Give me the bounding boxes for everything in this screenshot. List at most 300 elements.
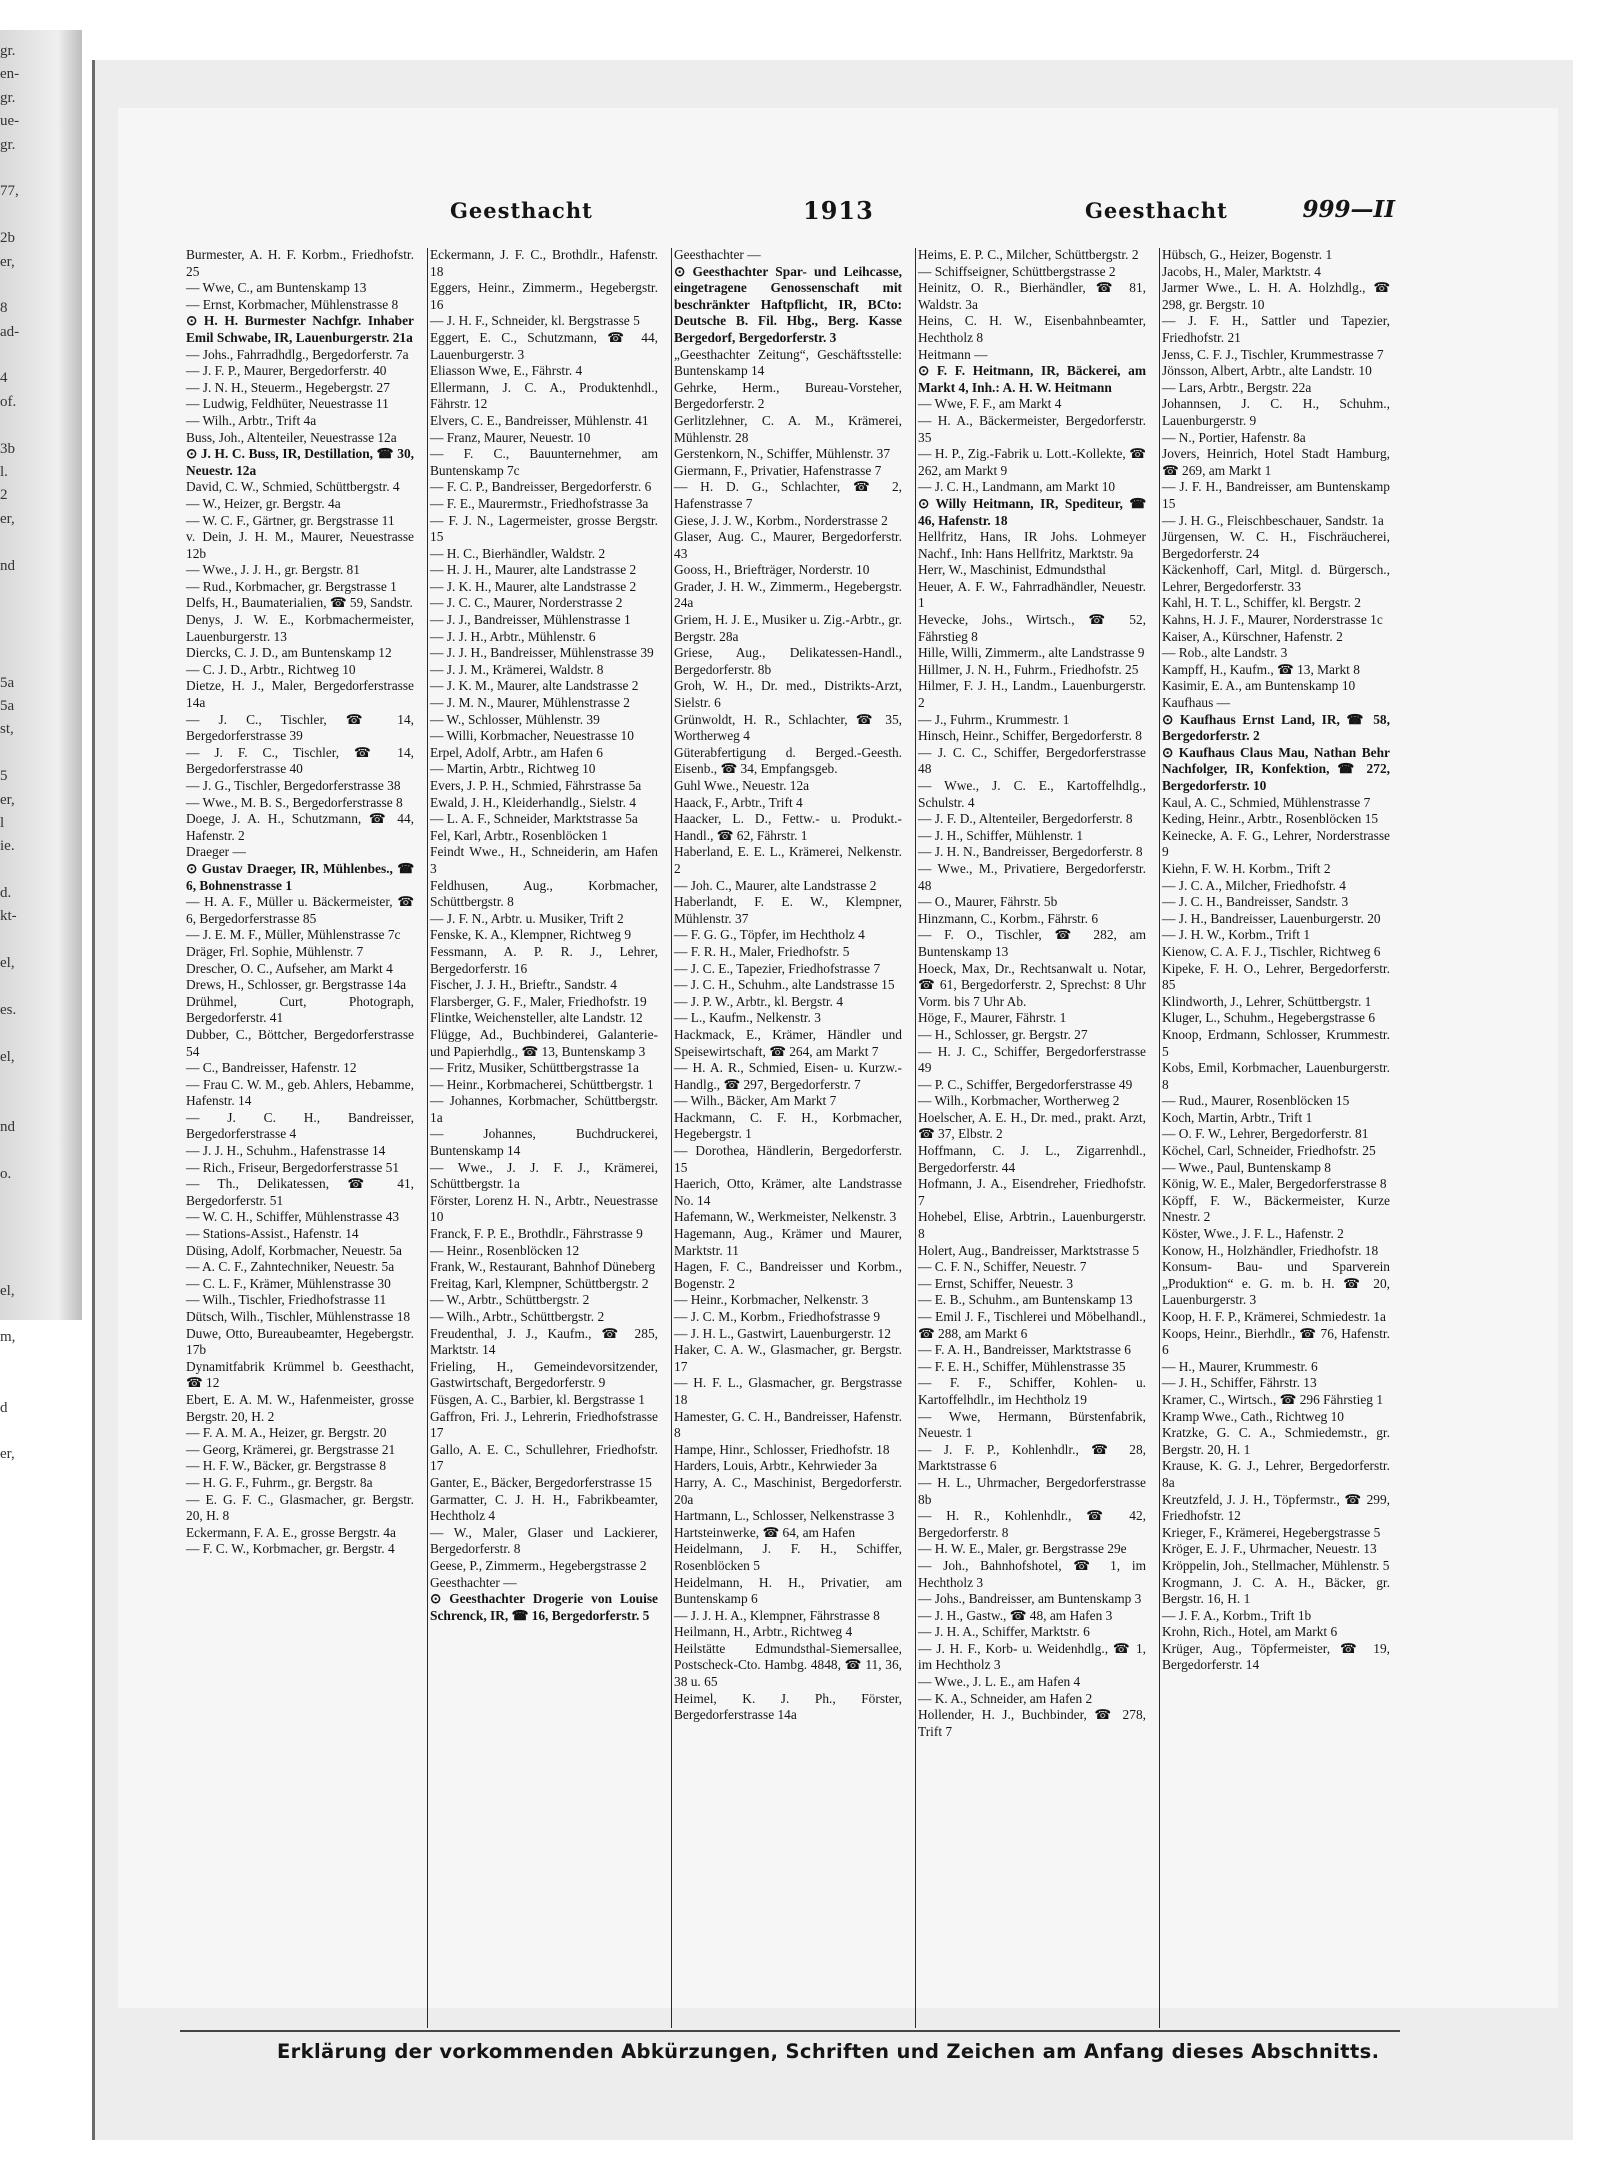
directory-entry: Düsing, Adolf, Korbmacher, Neuestr. 5a <box>186 1242 402 1258</box>
directory-entry: Frank, W., Restaurant, Bahnhof Düneberg <box>430 1259 656 1275</box>
directory-entry: — Wwe, C., am Buntenskamp 13 <box>186 280 367 296</box>
directory-entry: — J. J. H., Bandreisser, Mühlenstrasse 39 <box>430 645 654 661</box>
directory-entry: — Wwe., M., Privatiere, Bergedorferstr. 48 <box>918 860 1146 893</box>
edge-fragment: 2b <box>0 230 15 247</box>
directory-entry: Käckenhoff, Carl, Mitgl. d. Bürgersch., Lehrer, Bergedorferstr. 33 <box>1162 562 1390 594</box>
directory-entry: — J. F. N., Arbtr. u. Musiker, Trift 2 <box>430 910 624 926</box>
directory-entry: Guhl Wwe., Neuestr. 12a <box>674 778 810 793</box>
directory-entry: Duwe, Otto, Bureaubeamter, Hegebergstr. 17b <box>186 1325 414 1358</box>
directory-entry: Kahns, H. J. F., Maurer, Norderstrasse 1c <box>1162 612 1383 628</box>
directory-entry: — O., Maurer, Fährstr. 5b <box>918 894 1058 910</box>
directory-entry: — J. C. A., Milcher, Friedhofstr. 4 <box>1162 877 1346 893</box>
directory-entry: Herr, W., Maschinist, Edmundsthal <box>918 562 1107 578</box>
directory-column-4 <box>918 247 1146 2029</box>
directory-entry: — J. G., Tischler, Bergedorferstrasse 38 <box>186 778 401 793</box>
directory-entry: Burmester, A. H. F. Korbm., Friedhofstr. 25 <box>186 247 414 279</box>
directory-entry: — Joh., Bahnhofshotel, ☎ 1, im Hechtholz 3 <box>918 1557 1146 1590</box>
directory-column-5 <box>1162 247 1390 2029</box>
footer-note: Erklärung der vorkommenden Abkürzungen, Schriften und Zeichen am Anfang dieses Abschnitts. <box>277 2040 1380 2063</box>
directory-entry: — Lars, Arbtr., Bergstr. 22a <box>1162 379 1312 395</box>
directory-entry: — J. H., Schiffer, Fährstr. 13 <box>1162 1375 1317 1391</box>
directory-advertisement: ⊙ Geesthachter Spar- und Leihcasse, eingetragene Genossenschaft mit beschränkter Haftpflicht, IR, BCto: Deutsche B. Fil. Hbg., Berg. Kasse Bergedorf, Bergedorferstr. 3 <box>674 264 902 347</box>
directory-entry: Kröger, E. J. F., Uhrmacher, Neuestr. 13 <box>1162 1541 1377 1557</box>
directory-entry: — P. C., Schiffer, Bergedorferstrasse 49 <box>918 1076 1133 1092</box>
directory-entry: David, C. W., Schmied, Schüttbergstr. 4 <box>186 479 400 495</box>
directory-entry: Ewald, J. H., Kleiderhandlg., Sielstr. 4 <box>430 794 637 810</box>
directory-entry: Frieling, H., Gemeindevorsitzender, Gastwirtschaft, Bergedorferstr. 9 <box>430 1358 658 1391</box>
directory-entry: — H. A. R., Schmied, Eisen- u. Kurzw.-Handlg., ☎ 297, Bergedorferstr. 7 <box>674 1060 902 1092</box>
directory-entry: — Wilh., Bäcker, Am Markt 7 <box>674 1093 837 1109</box>
edge-fragment: kt- <box>0 908 17 925</box>
directory-entry: Grünwoldt, H. R., Schlachter, ☎ 35, Wortherweg 4 <box>674 711 902 744</box>
directory-entry: Jenss, C. F. J., Tischler, Krummestrasse 7 <box>1162 346 1384 362</box>
directory-entry: — N., Portier, Hafenstr. 8a <box>1162 429 1306 445</box>
directory-entry: Jarmer Wwe., L. H. A. Holzhdlg., ☎ 298, gr. Bergstr. 10 <box>1162 280 1390 312</box>
directory-entry: Köchel, Carl, Schneider, Friedhofstr. 25 <box>1162 1143 1376 1159</box>
directory-entry: — J. F. P., Maurer, Bergedorferstr. 40 <box>186 363 387 379</box>
directory-entry: — J. H. N., Bandreisser, Bergedorferstr. 8 <box>918 844 1143 860</box>
edge-fragment: 5 <box>0 768 8 785</box>
directory-entry: — Georg, Krämerei, gr. Bergstrasse 21 <box>186 1441 396 1457</box>
edge-fragment <box>0 1350 26 1373</box>
directory-entry: Gerstenkorn, N., Schiffer, Mühlenstr. 37 <box>674 446 891 462</box>
directory-entry: Geesthachter — <box>430 1574 517 1590</box>
directory-entry: Kaufhaus — <box>1162 695 1231 711</box>
edge-fragment <box>0 1303 26 1326</box>
directory-entry: Grader, J. H. W., Zimmerm., Hegebergstr. 24a <box>674 578 902 611</box>
directory-entry: Flügge, Ad., Buchbinderei, Galanterie- und Papierhdlg., ☎ 13, Buntenskamp 3 <box>430 1026 658 1059</box>
directory-entry: Hagen, F. C., Bandreisser und Korbm., Bogenstr. 2 <box>674 1259 902 1291</box>
edge-fragment <box>0 1069 26 1092</box>
edge-fragment <box>0 976 26 999</box>
edge-fragment: el, <box>0 1048 15 1065</box>
directory-column-2 <box>430 247 658 2029</box>
directory-entry: Kipeke, F. H. O., Lehrer, Bergedorferstr. 85 <box>1162 960 1390 993</box>
edge-fragment: 2 <box>0 487 8 504</box>
directory-entry: Heidelmann, H. H., Privatier, am Buntenskamp 6 <box>674 1574 902 1607</box>
directory-entry: Garmatter, C. J. H. H., Fabrikbeamter, Hechtholz 4 <box>430 1491 658 1524</box>
directory-entry: — J. C., Tischler, ☎ 14, Bergedorferstrasse 39 <box>186 711 414 744</box>
directory-advertisement: ⊙ Kaufhaus Claus Mau, Nathan Behr Nachfolger, IR, Konfektion, ☎ 272, Bergedorferstr. 10 <box>1162 745 1390 795</box>
directory-entry: Giermann, F., Privatier, Hafenstrasse 7 <box>674 462 882 478</box>
directory-entry: Kratzke, G. C. A., Schmiedemstr., gr. Bergstr. 20, H. 1 <box>1162 1425 1390 1457</box>
directory-entry: — Wwe, Hermann, Bürstenfabrik, Neuestr. 1 <box>918 1408 1146 1441</box>
directory-advertisement: ⊙ Gustav Draeger, IR, Mühlenbes., ☎ 6, Bohnenstrasse 1 <box>186 861 414 894</box>
directory-entry: — F. G. G., Töpfer, im Hechtholz 4 <box>674 927 865 943</box>
edge-fragment <box>0 1256 26 1279</box>
directory-entry: — J. J. H., Schuhm., Hafenstrasse 14 <box>186 1143 386 1159</box>
edge-fragment <box>0 1514 26 1537</box>
directory-entry: — J. J. H. A., Klempner, Fährstrasse 8 <box>674 1607 880 1623</box>
directory-entry: Haack, F., Arbtr., Trift 4 <box>674 794 803 810</box>
directory-entry: Geese, P., Zimmerm., Hegebergstrasse 2 <box>430 1557 647 1573</box>
edge-fragment: ue- <box>0 113 20 130</box>
edge-fragment: 5a <box>0 674 15 691</box>
directory-entry: Evers, J. P. H., Schmied, Fährstrasse 5a <box>430 778 642 793</box>
directory-entry: Kiehn, F. W. H. Korbm., Trift 2 <box>1162 860 1331 876</box>
edge-fragment: nd <box>0 557 15 574</box>
directory-advertisement: ⊙ Geesthachter Drogerie von Louise Schrenck, IR, ☎ 16, Bergedorferstr. 5 <box>430 1591 658 1624</box>
directory-entry: Haacker, L. D., Fettw.- u. Produkt.-Handl., ☎ 62, Fährstr. 1 <box>674 811 902 843</box>
directory-entry: Hevecke, Johs., Wirtsch., ☎ 52, Fährstieg 8 <box>918 612 1146 644</box>
directory-entry: Kampff, H., Kaufm., ☎ 13, Markt 8 <box>1162 661 1360 677</box>
directory-entry: — J. C. H., Bandreisser, Bergedorferstrasse 4 <box>186 1109 414 1142</box>
directory-entry: — Schiffseigner, Schüttbergstrasse 2 <box>918 263 1116 279</box>
edge-fragment: gr. <box>0 43 16 59</box>
directory-entry: Drews, H., Schlosser, gr. Bergstrasse 14a <box>186 977 407 993</box>
directory-entry: — F. J. N., Lagermeister, grosse Bergstr. 15 <box>430 512 658 545</box>
directory-entry: — E. B., Schuhm., am Buntenskamp 13 <box>918 1292 1133 1308</box>
directory-entry: — Frau C. W. M., geb. Ahlers, Hebamme, Hafenstr. 14 <box>186 1076 414 1109</box>
directory-entry: — F. A. H., Bandreisser, Marktstrasse 6 <box>918 1342 1131 1358</box>
directory-entry: Konsum- Bau- und Sparverein „Produktion“ e. G. m. b. H. ☎ 20, Lauenburgerstr. 3 <box>1162 1259 1390 1308</box>
edge-fragment: 3b <box>0 440 15 457</box>
directory-entry: Flarsberger, G. F., Maler, Friedhofstr. 19 <box>430 993 647 1009</box>
directory-entry: — J. H. G., Fleischbeschauer, Sandstr. 1a <box>1162 512 1384 528</box>
edge-fragment: er, <box>0 510 15 527</box>
edge-fragment <box>0 414 26 437</box>
directory-entry: — Wilh., Tischler, Friedhofstrasse 11 <box>186 1292 387 1308</box>
directory-entry: Fel, Karl, Arbtr., Rosenblöcken 1 <box>430 827 608 843</box>
directory-entry: — Wwe., J. J. H., gr. Bergstr. 81 <box>186 562 360 578</box>
directory-entry: Gooss, H., Briefträger, Norderstr. 10 <box>674 562 870 578</box>
directory-columns <box>186 247 1398 2029</box>
directory-column-1 <box>186 247 414 2029</box>
edge-fragment: ad- <box>0 323 20 340</box>
directory-entry: Koch, Martin, Arbtr., Trift 1 <box>1162 1109 1313 1125</box>
directory-entry: — J. F. A., Korbm., Trift 1b <box>1162 1607 1312 1623</box>
directory-entry: Kramp Wwe., Cath., Richtweg 10 <box>1162 1408 1344 1424</box>
directory-entry: — J. C. M., Korbm., Friedhofstrasse 9 <box>674 1309 881 1324</box>
directory-entry: Groh, W. H., Dr. med., Distrikts-Arzt, Sielstr. 6 <box>674 678 902 711</box>
directory-entry: Buss, Joh., Altenteiler, Neuestrasse 12a <box>186 429 397 445</box>
directory-entry: — Wilh., Arbtr., Schüttbergstr. 2 <box>430 1309 605 1324</box>
directory-entry: — Johannes, Buchdruckerei, Buntenskamp 14 <box>430 1126 658 1159</box>
directory-entry: — J., Fuhrm., Krummestr. 1 <box>918 711 1070 727</box>
directory-entry: — Rud., Korbmacher, gr. Bergstrasse 1 <box>186 578 397 594</box>
directory-entry: — Franz, Maurer, Neuestr. 10 <box>430 429 591 445</box>
directory-entry: — C. F. N., Schiffer, Neuestr. 7 <box>918 1259 1087 1275</box>
edge-fragment <box>0 1560 26 1583</box>
directory-entry: — Stations-Assist., Hafenstr. 14 <box>186 1226 359 1242</box>
directory-column-3 <box>674 247 902 2029</box>
directory-entry: — H., Schlosser, gr. Bergstr. 27 <box>918 1026 1088 1042</box>
directory-entry: — Johs., Bandreisser, am Buntenskamp 3 <box>918 1591 1142 1607</box>
directory-entry: — Martin, Arbtr., Richtweg 10 <box>430 761 596 777</box>
directory-entry: — J. H. A., Schiffer, Marktstr. 6 <box>918 1624 1090 1640</box>
directory-entry: Gehrke, Herm., Bureau-Vorsteher, Bergedorferstr. 2 <box>674 379 902 412</box>
edge-fragment: el, <box>0 1282 15 1299</box>
directory-entry: — H. F. W., Bäcker, gr. Bergstrasse 8 <box>186 1458 387 1474</box>
directory-entry: Jovers, Heinrich, Hotel Stadt Hamburg, ☎ 269, am Markt 1 <box>1162 446 1390 478</box>
directory-entry: Klindworth, J., Lehrer, Schüttbergstr. 1 <box>1162 993 1372 1009</box>
directory-entry: Giese, J. J. W., Korbm., Norderstrasse 2 <box>674 512 888 528</box>
directory-entry: — H. J. C., Schiffer, Bergedorferstrasse 49 <box>918 1043 1146 1076</box>
directory-entry: Doege, J. A. H., Schutzmann, ☎ 44, Hafenstr. 2 <box>186 811 414 843</box>
directory-entry: Hartsteinwerke, ☎ 64, am Hafen <box>674 1524 856 1540</box>
directory-entry: Hille, Willi, Zimmerm., alte Landstrasse 9 <box>918 645 1145 661</box>
directory-entry: Fischer, J. J. H., Brieftr., Sandstr. 4 <box>430 977 617 993</box>
directory-entry: — Emil J. F., Tischlerei und Möbelhandl., ☎ 288, am Markt 6 <box>918 1309 1146 1341</box>
directory-entry: — H. L., Uhrmacher, Bergedorferstrasse 8b <box>918 1474 1146 1507</box>
directory-entry: — Wwe., M. B. S., Bergedorferstrasse 8 <box>186 794 403 810</box>
directory-entry: Kobs, Emil, Korbmacher, Lauenburgerstr. 8 <box>1162 1060 1390 1092</box>
directory-entry: Eggert, E. C., Schutzmann, ☎ 44, Lauenburgerstr. 3 <box>430 329 658 362</box>
directory-entry: Kasimir, E. A., am Buntenskamp 10 <box>1162 678 1356 694</box>
directory-entry: Denys, J. W. E., Korbmachermeister, Lauenburgerstr. 13 <box>186 612 414 644</box>
directory-entry: — J. F. P., Kohlenhdlr., ☎ 28, Marktstrasse 6 <box>918 1441 1146 1474</box>
directory-entry: — C. L. F., Krämer, Mühlenstrasse 30 <box>186 1275 391 1291</box>
edge-fragment <box>0 1210 26 1233</box>
directory-entry: Fessmann, A. P. R. J., Lehrer, Bergedorferstr. 16 <box>430 943 658 976</box>
directory-entry: Hafemann, W., Werkmeister, Nelkenstr. 3 <box>674 1209 897 1225</box>
directory-entry: Heidelmann, J. F. H., Schiffer, Rosenblöcken 5 <box>674 1541 902 1573</box>
directory-entry: — Ludwig, Feldhüter, Neuestrasse 11 <box>186 396 389 412</box>
directory-entry: — Rich., Friseur, Bergedorferstrasse 51 <box>186 1159 400 1175</box>
directory-entry: Heilstätte Edmundsthal-Siemersallee, Postscheck-Cto. Hambg. 4848, ☎ 11, 36, 38 u. 65 <box>674 1640 902 1690</box>
directory-entry: Ebert, E. A. M. W., Hafenmeister, grosse Bergstr. 20, H. 2 <box>186 1391 414 1424</box>
directory-entry: Hoffmann, C. J. L., Zigarrenhdl., Bergedorferstr. 44 <box>918 1143 1146 1175</box>
directory-entry: — Willi, Korbmacher, Neuestrasse 10 <box>430 728 634 744</box>
directory-entry: Draeger — <box>186 844 246 860</box>
directory-entry: — Fritz, Musiker, Schüttbergstrasse 1a <box>430 1060 639 1076</box>
edge-fragment: er, <box>0 253 15 270</box>
directory-entry: Kienow, C. A. F. J., Tischler, Richtweg 6 <box>1162 943 1381 959</box>
directory-entry: — Wilh., Arbtr., Trift 4a <box>186 412 317 428</box>
edge-fragment <box>0 1373 26 1396</box>
directory-entry: — F. E. H., Schiffer, Mühlenstrasse 35 <box>918 1358 1126 1374</box>
directory-entry: — F. O., Tischler, ☎ 282, am Buntenskamp 13 <box>918 927 1146 959</box>
edge-fragment: d. <box>0 885 12 902</box>
directory-advertisement: ⊙ F. F. Heitmann, IR, Bäckerei, am Markt 4, Inh.: A. H. W. Heitmann <box>918 363 1146 396</box>
directory-entry: — J. F. C., Tischler, ☎ 14, Bergedorferstrasse 40 <box>186 744 414 777</box>
directory-entry: — H. D. G., Schlachter, ☎ 2, Hafenstrasse 7 <box>674 479 902 511</box>
directory-entry: — F. C. W., Korbmacher, gr. Bergstr. 4 <box>186 1541 395 1557</box>
directory-entry: Krogmann, J. C. A. H., Bäcker, gr. Bergstr. 16, H. 1 <box>1162 1574 1390 1607</box>
page-header <box>180 195 1395 231</box>
directory-entry: Hübsch, G., Heizer, Bogenstr. 1 <box>1162 247 1333 262</box>
directory-entry: Kreutzfeld, J. J. H., Töpfermstr., ☎ 299, Friedhofstr. 12 <box>1162 1491 1390 1524</box>
directory-entry: Freitag, Karl, Klempner, Schüttbergstr. 2 <box>430 1275 649 1291</box>
directory-advertisement: ⊙ Willy Heitmann, IR, Spediteur, ☎ 46, Hafenstr. 18 <box>918 496 1146 529</box>
directory-entry: Keinecke, A. F. G., Lehrer, Norderstrasse 9 <box>1162 827 1390 860</box>
directory-entry: — J. H. F., Korb- u. Weidenhdlg., ☎ 1, im Hechtholz 3 <box>918 1640 1146 1673</box>
header-town-left: Geesthacht <box>450 198 593 223</box>
directory-entry: Füsgen, A. C., Barbier, kl. Bergstrasse 1 <box>430 1391 645 1407</box>
directory-entry: — Joh. C., Maurer, alte Landstrasse 2 <box>674 877 877 893</box>
directory-entry: — J. H. F., Schneider, kl. Bergstrasse 5 <box>430 313 640 329</box>
edge-fragment: gr. <box>0 89 16 106</box>
directory-entry: — H. G. F., Fuhrm., gr. Bergstr. 8a <box>186 1474 373 1490</box>
directory-entry: — J. H. L., Gastwirt, Lauenburgerstr. 12 <box>674 1325 891 1341</box>
directory-entry: — J. F. H., Sattler und Tapezier, Friedhofstr. 21 <box>1162 313 1390 345</box>
edge-fragment: 77, <box>0 183 19 200</box>
edge-fragment <box>0 157 26 180</box>
directory-entry: Hoelscher, A. E. H., Dr. med., prakt. Arzt, ☎ 37, Elbstr. 2 <box>918 1109 1146 1142</box>
directory-entry: Krohn, Rich., Hotel, am Markt 6 <box>1162 1624 1338 1640</box>
directory-entry: Haberlandt, F. E. W., Klempner, Mühlenstr. 37 <box>674 894 902 926</box>
directory-entry: Haerich, Otto, Krämer, alte Landstrasse No. 14 <box>674 1176 902 1208</box>
edge-fragment <box>0 1584 26 1607</box>
directory-entry: Kaul, A. C., Schmied, Mühlenstrasse 7 <box>1162 794 1371 810</box>
directory-entry: Krüger, Aug., Töpfermeister, ☎ 19, Bergedorferstr. 14 <box>1162 1640 1390 1673</box>
edge-fragment: l. <box>0 464 8 481</box>
edge-fragment: m, <box>0 1329 16 1346</box>
directory-entry: — K. A., Schneider, am Hafen 2 <box>918 1690 1093 1706</box>
edge-fragment <box>0 742 26 765</box>
directory-entry: Koop, H. F. P., Krämerei, Schmiedestr. 1a <box>1162 1309 1386 1324</box>
directory-entry: Ganter, E., Bäcker, Bergedorferstrasse 15 <box>430 1474 652 1490</box>
directory-entry: — E. G. F. C., Glasmacher, gr. Bergstr. 20, H. 8 <box>186 1491 414 1524</box>
directory-entry: Hartmann, L., Schlosser, Nelkenstrasse 3 <box>674 1508 895 1524</box>
directory-entry: Heinitz, O. R., Bierhändler, ☎ 81, Waldstr. 3a <box>918 280 1146 312</box>
edge-fragment <box>0 204 26 227</box>
directory-entry: Güterabfertigung d. Berged.-Geesth. Eisenb., ☎ 34, Empfangsgeb. <box>674 744 902 777</box>
directory-entry: — F. R. H., Maler, Friedhofstr. 5 <box>674 943 850 959</box>
directory-entry: — H. A., Bäckermeister, Bergedorferstr. 35 <box>918 412 1146 445</box>
directory-entry: Krieger, F., Krämerei, Hegebergstrasse 5 <box>1162 1524 1381 1540</box>
directory-entry: — J. K. H., Maurer, alte Landstrasse 2 <box>430 578 637 594</box>
directory-entry: — C., Bandreisser, Hafenstr. 12 <box>186 1060 357 1076</box>
directory-entry: — H. C., Bierhändler, Waldstr. 2 <box>430 545 606 561</box>
directory-entry: Dietze, H. J., Maler, Bergedorferstrasse 14a <box>186 678 414 711</box>
directory-entry: — A. C. F., Zahntechniker, Neuestr. 5a <box>186 1259 395 1275</box>
directory-entry: Krause, K. G. J., Lehrer, Bergedorferstr. 8a <box>1162 1458 1390 1490</box>
edge-fragment: ie. <box>0 838 15 855</box>
directory-entry: Höge, F., Maurer, Fährstr. 1 <box>918 1010 1067 1026</box>
directory-entry: — J. H., Gastw., ☎ 48, am Hafen 3 <box>918 1607 1113 1623</box>
directory-entry: — J. J. M., Krämerei, Waldstr. 8 <box>430 661 604 677</box>
directory-entry: Johannsen, J. C. H., Schuhm., Lauenburgerstr. 9 <box>1162 396 1390 428</box>
directory-entry: Köster, Wwe., J. F. L., Hafenstr. 2 <box>1162 1226 1344 1242</box>
edge-fragment: st, <box>0 721 14 738</box>
directory-entry: Hellfritz, Hans, IR Johs. Lohmeyer Nachf., Inh: Hans Hellfritz, Marktstr. 9a <box>918 529 1146 561</box>
directory-entry: Hillmer, J. N. H., Fuhrm., Friedhofstr. 25 <box>918 661 1139 677</box>
edge-fragment <box>0 1139 26 1162</box>
directory-entry: — L., Kaufm., Nelkenstr. 3 <box>674 1010 821 1026</box>
directory-entry: Hohebel, Elise, Arbtrin., Lauenburgerstr. 8 <box>918 1209 1146 1242</box>
directory-entry: — Wwe., J. J. F. J., Krämerei, Schüttbergstr. 1a <box>430 1159 658 1192</box>
directory-entry: „Geesthachter Zeitung“, Geschäftsstelle: Buntenskamp 14 <box>674 346 902 379</box>
directory-entry: Delfs, H., Baumaterialien, ☎ 59, Sandstr. <box>186 595 413 611</box>
directory-entry: — J. F. D., Altenteiler, Bergedorferstr. 8 <box>918 811 1133 827</box>
directory-advertisement: ⊙ Kaufhaus Ernst Land, IR, ☎ 58, Bergedorferstr. 2 <box>1162 712 1390 745</box>
directory-entry: — J. N. H., Steuerm., Hegebergstr. 27 <box>186 379 390 395</box>
directory-entry: Hollender, H. J., Buchbinder, ☎ 278, Trift 7 <box>918 1707 1146 1739</box>
directory-entry: v. Dein, J. H. M., Maurer, Neuestrasse 12b <box>186 529 414 561</box>
directory-entry: — H. F. L., Glasmacher, gr. Bergstrasse 18 <box>674 1375 902 1407</box>
directory-entry: Heuer, A. F. W., Fahrradhändler, Neuestr. 1 <box>918 578 1146 611</box>
directory-entry: Dräger, Frl. Sophie, Mühlenstr. 7 <box>186 943 364 959</box>
directory-entry: Drescher, O. C., Aufseher, am Markt 4 <box>186 960 393 976</box>
directory-entry: Heilmann, H., Arbtr., Richtweg 4 <box>674 1624 853 1640</box>
directory-entry: — Wwe, F. F., am Markt 4 <box>918 396 1062 412</box>
directory-entry: Knoop, Erdmann, Schlosser, Krummestr. 5 <box>1162 1026 1390 1059</box>
directory-entry: — Wwe., J. C. E., Kartoffelhdlg., Schulstr. 4 <box>918 778 1146 810</box>
directory-entry: Hackmack, E., Krämer, Händler und Speisewirtschaft, ☎ 264, am Markt 7 <box>674 1026 902 1059</box>
directory-entry: — J. M. N., Maurer, Mühlenstrasse 2 <box>430 695 630 711</box>
directory-entry: Hoeck, Max, Dr., Rechtsanwalt u. Notar, ☎ 61, Bergedorferstr. 2, Sprechst: 8 Uhr Vorm. bis 7 Uhr Ab. <box>918 960 1146 1009</box>
directory-entry: Heimel, K. J. Ph., Förster, Bergedorferstrasse 14a <box>674 1690 902 1723</box>
edge-fragment <box>0 1537 26 1560</box>
directory-entry: — Heinr., Korbmacher, Nelkenstr. 3 <box>674 1292 869 1308</box>
directory-entry: — J. H., Bandreisser, Lauenburgerstr. 20 <box>1162 910 1381 926</box>
directory-entry: — Johs., Fahrradhdlg., Bergedorferstr. 7a <box>186 346 409 362</box>
directory-entry: Kaiser, A., Kürschner, Hafenstr. 2 <box>1162 628 1343 644</box>
directory-entry: — Ernst, Schiffer, Neuestr. 3 <box>918 1275 1074 1291</box>
directory-entry: Kramer, C., Wirtsch., ☎ 296 Fährstieg 1 <box>1162 1391 1384 1407</box>
directory-entry: — J. C. H., Schuhm., alte Landstrasse 15 <box>674 977 895 993</box>
directory-entry: Elvers, C. E., Bandreisser, Mühlenstr. 41 <box>430 412 649 428</box>
directory-entry: Diercks, C. J. D., am Buntenskamp 12 <box>186 645 392 661</box>
directory-entry: — Heinr., Rosenblöcken 12 <box>430 1242 580 1258</box>
edge-fragment: of. <box>0 393 17 410</box>
directory-entry: Flintke, Weichensteller, alte Landstr. 12 <box>430 1010 643 1026</box>
directory-entry: — J. C. C., Schiffer, Bergedorferstrasse 48 <box>918 744 1146 777</box>
edge-fragment <box>0 274 26 297</box>
edge-fragment: el, <box>0 955 15 972</box>
directory-entry: Förster, Lorenz H. N., Arbtr., Neuestrasse 10 <box>430 1192 658 1225</box>
directory-entry: Heins, C. H. W., Eisenbahnbeamter, Hechtholz 8 <box>918 313 1146 345</box>
edge-fragment <box>0 344 26 367</box>
directory-entry: — F. C. P., Bandreisser, Bergedorferstr. 6 <box>430 479 652 495</box>
directory-entry: Drühmel, Curt, Photograph, Bergedorferstr. 41 <box>186 993 414 1026</box>
directory-entry: Eggers, Heinr., Zimmerm., Hegebergstr. 16 <box>430 280 658 312</box>
directory-entry: — F. E., Maurermstr., Friedhofstrasse 3a <box>430 495 649 511</box>
directory-entry: Heitmann — <box>918 346 988 362</box>
directory-entry: Hofmann, J. A., Eisendreher, Friedhofstr. 7 <box>918 1176 1146 1208</box>
directory-entry: Konow, H., Holzhändler, Friedhofstr. 18 <box>1162 1242 1379 1258</box>
edge-fragment <box>0 1490 26 1513</box>
directory-entry: König, W. E., Maler, Bergedorferstrasse 8 <box>1162 1176 1387 1192</box>
directory-entry: — J. C. E., Tapezier, Friedhofstrasse 7 <box>674 960 881 976</box>
directory-entry: — Rob., alte Landstr. 3 <box>1162 645 1288 661</box>
directory-entry: Hackmann, C. F. H., Korbmacher, Hegebergstr. 1 <box>674 1109 902 1142</box>
edge-fragment: d <box>0 1399 8 1416</box>
page-number: 999—II <box>1302 196 1395 223</box>
directory-entry: — Heinr., Korbmacherei, Schüttbergstr. 1 <box>430 1076 654 1092</box>
edge-fragment: nd <box>0 1118 15 1135</box>
directory-entry: Dubber, C., Böttcher, Bergedorferstrasse 54 <box>186 1026 414 1059</box>
edge-fragment: l <box>0 814 5 831</box>
edge-fragment: 8 <box>0 300 8 317</box>
directory-entry: Hilmer, F. J. H., Landm., Lauenburgerstr. 2 <box>918 678 1146 711</box>
directory-entry: — Dorothea, Händlerin, Bergedorferstr. 15 <box>674 1143 902 1175</box>
directory-entry: Eckermann, J. F. C., Brothdlr., Hafenstr. 18 <box>430 247 658 279</box>
directory-entry: — J. J. H., Arbtr., Mühlenstr. 6 <box>430 628 596 644</box>
directory-entry: — F. C., Bauunternehmer, am Buntenskamp 7c <box>430 446 658 478</box>
directory-entry: — H. R., Kohlenhdlr., ☎ 42, Bergedorferstr. 8 <box>918 1508 1146 1540</box>
directory-entry: Erpel, Adolf, Arbtr., am Hafen 6 <box>430 744 603 760</box>
directory-entry: Jacobs, H., Maler, Marktstr. 4 <box>1162 263 1322 279</box>
directory-advertisement: ⊙ J. H. C. Buss, IR, Destillation, ☎ 30, Neuestr. 12a <box>186 446 414 479</box>
directory-entry: — J. H., Schiffer, Mühlenstr. 1 <box>918 827 1084 843</box>
directory-entry: Holert, Aug., Bandreisser, Marktstrasse 5 <box>918 1242 1140 1258</box>
directory-entry: Glaser, Aug. C., Maurer, Bergedorferstr. 43 <box>674 529 902 561</box>
directory-entry: — Wwe., J. L. E., am Hafen 4 <box>918 1674 1081 1690</box>
directory-entry: Haberland, E. E. L., Krämerei, Nelkenstr. 2 <box>674 844 902 876</box>
edge-fragment <box>0 1022 26 1045</box>
directory-entry: — J. C. C., Maurer, Norderstrasse 2 <box>430 595 623 611</box>
directory-entry: — J. J., Bandreisser, Mühlenstrasse 1 <box>430 612 631 628</box>
directory-entry: Kahl, H. T. L., Schiffer, kl. Bergstr. 2 <box>1162 595 1361 611</box>
directory-entry: Keding, Heinr., Arbtr., Rosenblöcken 15 <box>1162 811 1379 827</box>
directory-entry: Hinsch, Heinr., Schiffer, Bergedorferstr. 8 <box>918 728 1142 744</box>
directory-entry: Haker, C. A. W., Glasmacher, gr. Bergstr. 17 <box>674 1342 902 1374</box>
directory-entry: — H. A. F., Müller u. Bäckermeister, ☎ 6, Bergedorferstrasse 85 <box>186 894 414 926</box>
directory-entry: — Ernst, Korbmacher, Mühlenstrasse 8 <box>186 296 399 312</box>
directory-entry: — W., Heizer, gr. Bergstr. 4a <box>186 495 341 511</box>
